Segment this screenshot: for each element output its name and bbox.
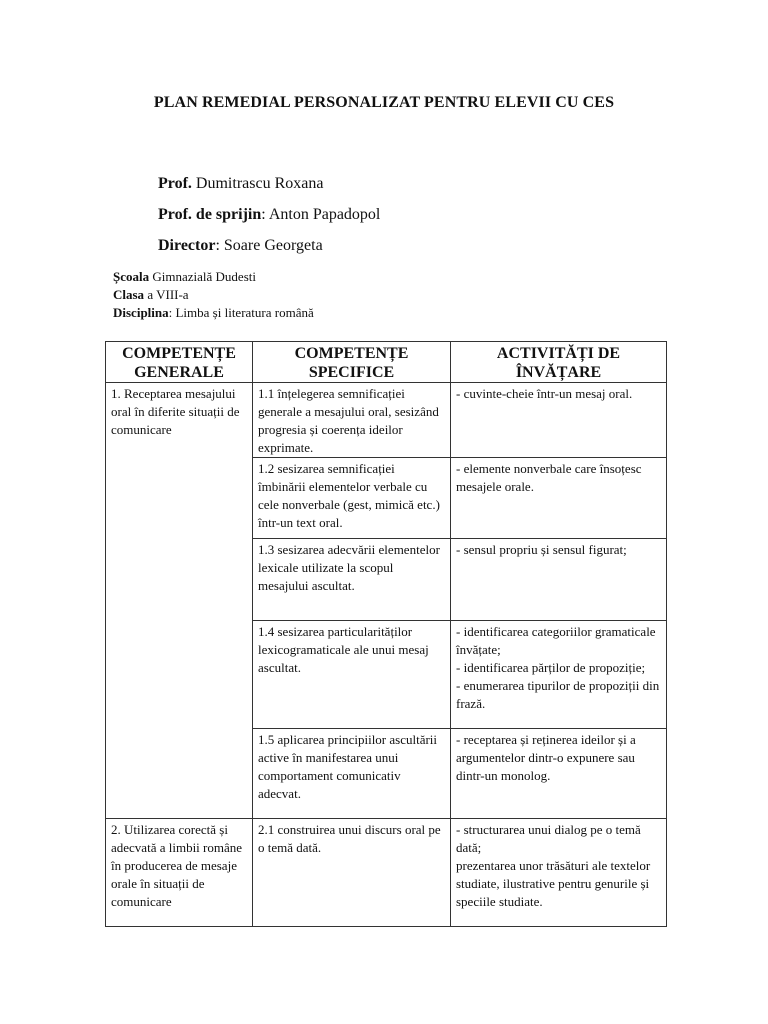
learning-activity — [451, 383, 667, 458]
activity-line: - identificarea părților de propoziție; — [456, 660, 646, 675]
meta-class-value: a VIII-a — [144, 287, 189, 302]
activity-line: - structurarea unui dialog pe o temă dată; — [456, 822, 641, 855]
staff-director-label: Director — [158, 237, 216, 254]
learning-activity — [451, 819, 667, 927]
specific-competence: 1.2 sesizarea semnificației îmbinării elementelor verbale cu cele nonverbale (gest, mimică etc.) într-un text oral. — [253, 458, 451, 539]
meta-school-label: Școala — [113, 269, 150, 284]
meta-class-label: Clasa — [113, 287, 145, 302]
meta-school — [113, 268, 256, 285]
staff-teacher-label: Prof. — [158, 175, 192, 192]
specific-competence: 1.3 sesizarea adecvării elementelor lexicale utilizate la scopul mesajului ascultat. — [253, 539, 451, 621]
staff-director-value: : Soare Georgeta — [215, 237, 323, 254]
page-title: PLAN REMEDIAL PERSONALIZAT PENTRU ELEVII CU CES — [153, 94, 615, 111]
table-row — [106, 819, 667, 927]
staff-director — [158, 237, 323, 255]
header-general: COMPETENȚE GENERALE — [106, 342, 253, 383]
staff-teacher — [158, 175, 323, 193]
activity-line: - sensul propriu și sensul figurat; — [456, 542, 627, 557]
specific-competence: 2.1 construirea unui discurs oral pe o temă dată. — [253, 819, 451, 927]
meta-discipline-label: Disciplina — [113, 305, 169, 320]
remedial-plan-table — [105, 341, 667, 927]
specific-competence: 1.4 sesizarea particularităților lexicogramaticale ale unui mesaj ascultat. — [253, 621, 451, 729]
staff-support-value: : Anton Papadopol — [261, 206, 381, 223]
table-header-row — [106, 342, 667, 383]
staff-teacher-value: Dumitrascu Roxana — [191, 175, 324, 192]
activity-line: - enumerarea tipurilor de propoziții din frază. — [456, 678, 660, 711]
meta-school-value: Gimnazială Dudesti — [149, 269, 256, 284]
meta-class — [113, 286, 189, 303]
learning-activity — [451, 458, 667, 539]
staff-support-label: Prof. de sprijin — [158, 206, 262, 223]
meta-discipline-value: : Limba și literatura română — [168, 305, 314, 320]
staff-support-teacher — [158, 206, 380, 224]
header-specific: COMPETENȚE SPECIFICE — [253, 342, 451, 383]
activity-line: - identificarea categoriilor gramaticale învățate; — [456, 624, 656, 657]
specific-competence: 1.1 înțelegerea semnificației generale a mesajului oral, sesizând progresia și coerența ideilor exprimate. — [253, 383, 451, 458]
learning-activity — [451, 729, 667, 819]
specific-competence: 1.5 aplicarea principiilor ascultării active în manifestarea unui comportament comunicativ adecvat. — [253, 729, 451, 819]
general-competence-2: 2. Utilizarea corectă și adecvată a limbii române în producerea de mesaje orale în situații de comunicare — [106, 819, 253, 927]
activity-line: prezentarea unor trăsături ale textelor studiate, ilustrative pentru genurile și speciile studiate. — [456, 858, 651, 909]
learning-activity — [451, 539, 667, 621]
activity-line: - cuvinte-cheie într-un mesaj oral. — [456, 386, 633, 401]
header-activities: ACTIVITĂȚI DE ÎNVĂȚARE — [451, 342, 667, 383]
activity-line: - receptarea și reținerea ideilor și a argumentelor dintr-o expunere sau dintr-un monolog. — [456, 732, 636, 783]
table-row — [106, 383, 667, 458]
general-competence-1: 1. Receptarea mesajului oral în diferite situații de comunicare — [106, 383, 253, 819]
activity-line: - elemente nonverbale care însoțesc mesajele orale. — [456, 461, 642, 494]
meta-discipline — [113, 304, 314, 321]
learning-activity — [451, 621, 667, 729]
